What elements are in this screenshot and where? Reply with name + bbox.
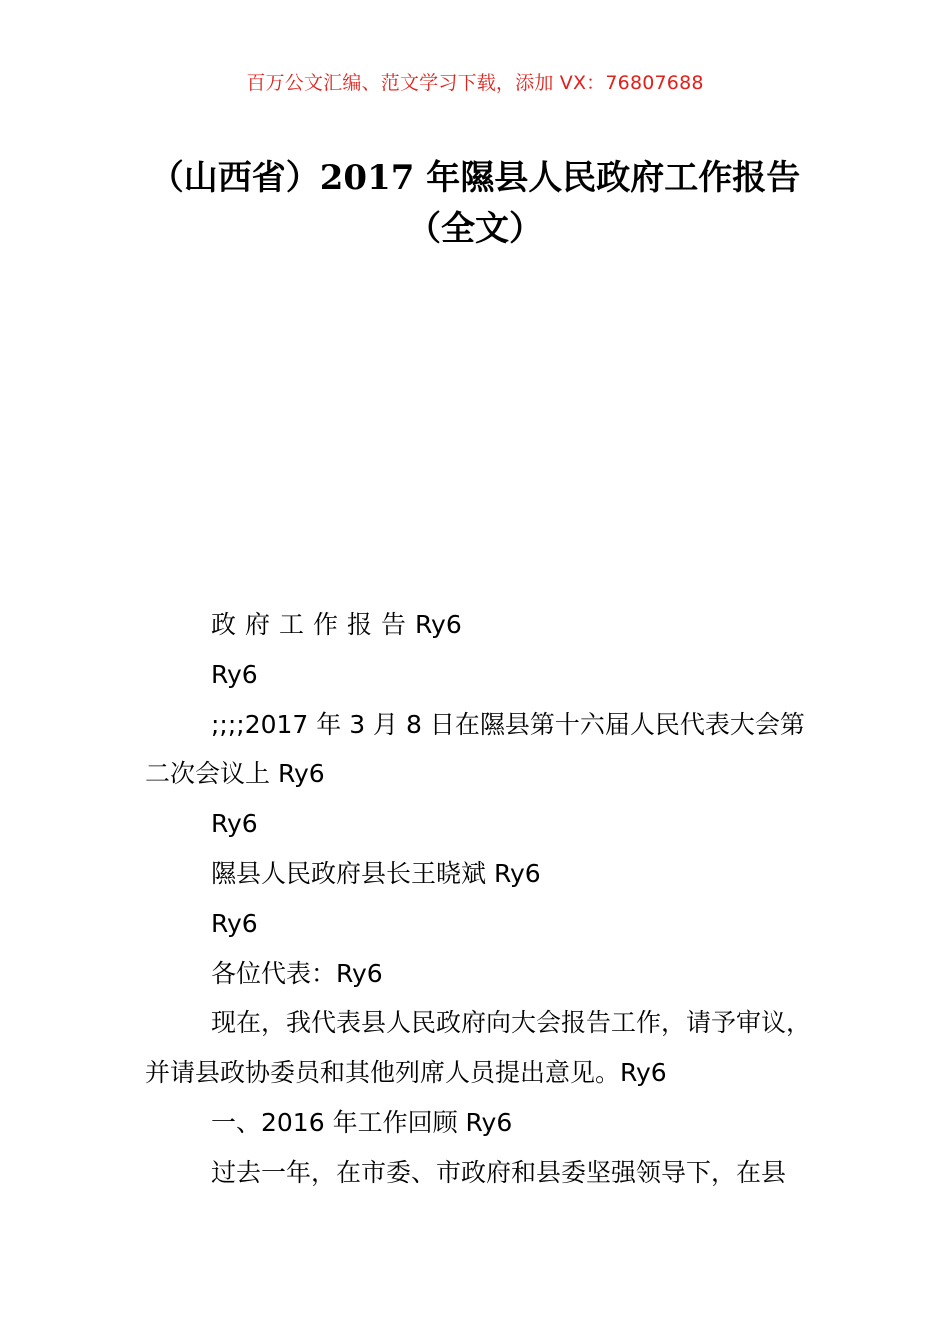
document-title-subtitle: （全文） — [407, 209, 543, 249]
document-title: （山西省）2017 年隰县人民政府工作报告 — [149, 158, 801, 198]
paragraph-line: 二次会议上 Ry6 — [145, 759, 325, 789]
watermark-header: 百万公文汇编、范文学习下载，添加 VX：76807688 — [246, 72, 704, 94]
paragraph-line: 隰县人民政府县长王晓斌 Ry6 — [211, 858, 541, 888]
heading-suffix: Ry6 — [415, 610, 462, 639]
paragraph-line: 现在，我代表县人民政府向大会报告工作，请予审议， — [211, 1008, 812, 1038]
paragraph-line — [145, 600, 835, 650]
paragraph-line: Ry6 — [211, 659, 258, 689]
paragraph-line: ;;;;2017 年 3 月 8 日在隰县第十六届人民代表大会第 — [211, 709, 805, 739]
paragraph-line: 各位代表：Ry6 — [211, 958, 383, 988]
paragraph-line: 过去一年，在市委、市政府和县委坚强领导下，在县 — [211, 1157, 787, 1187]
paragraph-line: 并请县政协委员和其他列席人员提出意见。Ry6 — [145, 1058, 667, 1088]
document-body — [145, 600, 835, 1198]
section-heading: 一、2016 年工作回顾 Ry6 — [211, 1107, 513, 1137]
paragraph-line: Ry6 — [211, 908, 258, 938]
report-heading: 政府工作报告 — [211, 610, 416, 639]
paragraph-line: Ry6 — [211, 809, 258, 839]
